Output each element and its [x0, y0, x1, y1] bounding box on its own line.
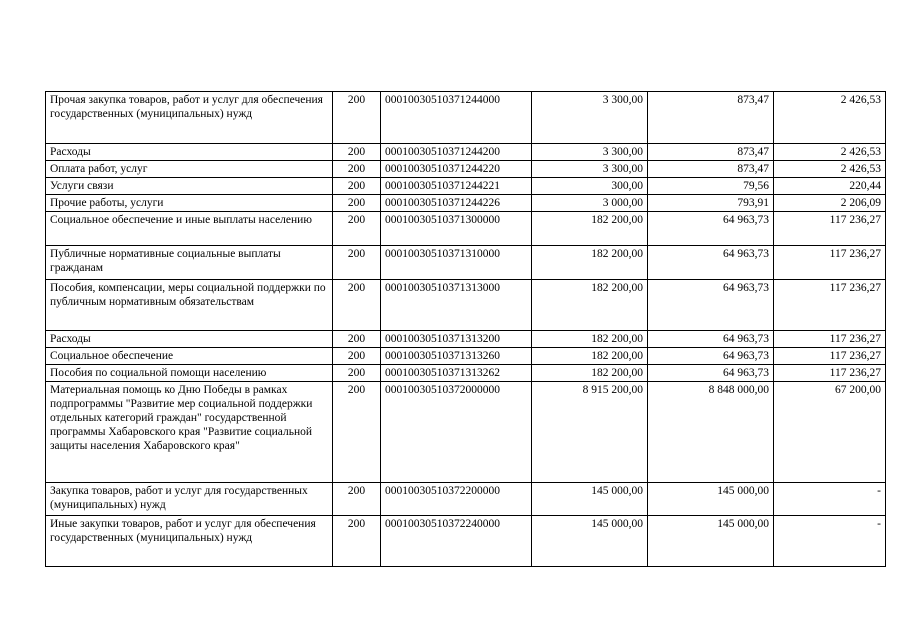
- row-budget-code: 00010030510371310000: [381, 246, 532, 280]
- row-executed: 64 963,73: [648, 212, 774, 246]
- row-approved: 3 000,00: [532, 195, 648, 212]
- row-budget-code: 00010030510372240000: [381, 516, 532, 567]
- table-row: [46, 483, 886, 516]
- row-executed: 79,56: [648, 178, 774, 195]
- row-remaining: 67 200,00: [774, 382, 886, 483]
- row-approved: 182 200,00: [532, 246, 648, 280]
- row-name: Материальная помощь ко Дню Победы в рамках подпрограммы "Развитие мер социальной поддержки отдельных категорий граждан" государственной программы Хабаровского края "Развитие социальной защиты населения Хабаровского края": [46, 382, 333, 483]
- row-budget-code: 00010030510371244200: [381, 144, 532, 161]
- row-executed: 64 963,73: [648, 365, 774, 382]
- row-executed: 873,47: [648, 92, 774, 144]
- row-remaining: -: [774, 516, 886, 567]
- row-executed: 873,47: [648, 144, 774, 161]
- row-line-code: 200: [333, 365, 381, 382]
- table-row: [46, 161, 886, 178]
- row-line-code: 200: [333, 92, 381, 144]
- row-name: Закупка товаров, работ и услуг для государственных (муниципальных) нужд: [46, 483, 333, 516]
- row-budget-code: 00010030510371313262: [381, 365, 532, 382]
- row-approved: 182 200,00: [532, 331, 648, 348]
- row-approved: 182 200,00: [532, 280, 648, 331]
- row-remaining: 2 426,53: [774, 92, 886, 144]
- row-approved: 145 000,00: [532, 516, 648, 567]
- row-approved: 3 300,00: [532, 92, 648, 144]
- table-row: [46, 178, 886, 195]
- row-remaining: 220,44: [774, 178, 886, 195]
- table-row: [46, 331, 886, 348]
- row-line-code: 200: [333, 280, 381, 331]
- row-remaining: 117 236,27: [774, 212, 886, 246]
- row-line-code: 200: [333, 144, 381, 161]
- row-approved: 3 300,00: [532, 161, 648, 178]
- row-remaining: 117 236,27: [774, 280, 886, 331]
- row-remaining: 2 426,53: [774, 161, 886, 178]
- row-executed: 64 963,73: [648, 246, 774, 280]
- row-line-code: 200: [333, 348, 381, 365]
- row-name: Расходы: [46, 144, 333, 161]
- row-remaining: 2 426,53: [774, 144, 886, 161]
- row-line-code: 200: [333, 246, 381, 280]
- row-name: Расходы: [46, 331, 333, 348]
- row-approved: 182 200,00: [532, 365, 648, 382]
- row-budget-code: 00010030510371313260: [381, 348, 532, 365]
- row-executed: 64 963,73: [648, 331, 774, 348]
- row-line-code: 200: [333, 382, 381, 483]
- row-executed: 8 848 000,00: [648, 382, 774, 483]
- row-remaining: 117 236,27: [774, 348, 886, 365]
- row-name: Иные закупки товаров, работ и услуг для обеспечения государственных (муниципальных) нужд: [46, 516, 333, 567]
- table-body: [46, 92, 886, 567]
- row-line-code: 200: [333, 178, 381, 195]
- row-remaining: 117 236,27: [774, 246, 886, 280]
- row-executed: 793,91: [648, 195, 774, 212]
- row-budget-code: 00010030510371300000: [381, 212, 532, 246]
- row-approved: 8 915 200,00: [532, 382, 648, 483]
- row-executed: 145 000,00: [648, 516, 774, 567]
- row-name: Социальное обеспечение и иные выплаты населению: [46, 212, 333, 246]
- row-budget-code: 00010030510371244220: [381, 161, 532, 178]
- row-budget-code: 00010030510371244221: [381, 178, 532, 195]
- row-line-code: 200: [333, 516, 381, 567]
- table-row: [46, 195, 886, 212]
- row-executed: 64 963,73: [648, 348, 774, 365]
- table-row: [46, 246, 886, 280]
- row-remaining: 2 206,09: [774, 195, 886, 212]
- table-row: [46, 212, 886, 246]
- row-line-code: 200: [333, 195, 381, 212]
- row-approved: 300,00: [532, 178, 648, 195]
- row-approved: 3 300,00: [532, 144, 648, 161]
- row-approved: 182 200,00: [532, 348, 648, 365]
- row-name: Оплата работ, услуг: [46, 161, 333, 178]
- row-budget-code: 00010030510371313000: [381, 280, 532, 331]
- row-name: Публичные нормативные социальные выплаты гражданам: [46, 246, 333, 280]
- row-name: Услуги связи: [46, 178, 333, 195]
- row-approved: 182 200,00: [532, 212, 648, 246]
- row-name: Пособия по социальной помощи населению: [46, 365, 333, 382]
- row-executed: 145 000,00: [648, 483, 774, 516]
- row-remaining: -: [774, 483, 886, 516]
- table-row: [46, 92, 886, 144]
- row-name: Социальное обеспечение: [46, 348, 333, 365]
- budget-execution-table: [45, 91, 886, 567]
- row-line-code: 200: [333, 331, 381, 348]
- table-row: [46, 280, 886, 331]
- table-row: [46, 365, 886, 382]
- row-line-code: 200: [333, 483, 381, 516]
- row-budget-code: 00010030510371313200: [381, 331, 532, 348]
- row-name: Пособия, компенсации, меры социальной поддержки по публичным нормативным обязательствам: [46, 280, 333, 331]
- row-remaining: 117 236,27: [774, 365, 886, 382]
- table-row: [46, 348, 886, 365]
- row-executed: 873,47: [648, 161, 774, 178]
- row-name: Прочая закупка товаров, работ и услуг для обеспечения государственных (муниципальных) нужд: [46, 92, 333, 144]
- table-row: [46, 144, 886, 161]
- table-row: [46, 382, 886, 483]
- row-budget-code: 00010030510372000000: [381, 382, 532, 483]
- row-budget-code: 00010030510372200000: [381, 483, 532, 516]
- row-line-code: 200: [333, 161, 381, 178]
- row-line-code: 200: [333, 212, 381, 246]
- row-name: Прочие работы, услуги: [46, 195, 333, 212]
- row-executed: 64 963,73: [648, 280, 774, 331]
- row-budget-code: 00010030510371244000: [381, 92, 532, 144]
- row-budget-code: 00010030510371244226: [381, 195, 532, 212]
- row-approved: 145 000,00: [532, 483, 648, 516]
- table-row: [46, 516, 886, 567]
- row-remaining: 117 236,27: [774, 331, 886, 348]
